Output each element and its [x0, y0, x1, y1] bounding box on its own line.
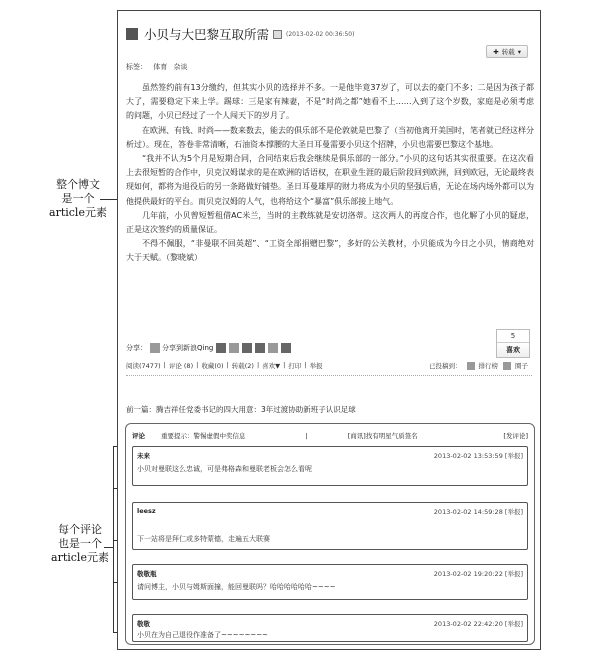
annotation-line: 是一个 [61, 192, 95, 205]
post-stats [126, 361, 323, 370]
divider [126, 375, 532, 376]
tag-link[interactable]: 杂谈 [173, 63, 188, 71]
annotation-line: article元素 [51, 551, 109, 564]
comment-item [132, 564, 528, 600]
like-button[interactable] [496, 329, 530, 358]
comments-section [125, 423, 535, 645]
comment-pointer-line [104, 547, 114, 548]
ad-link[interactable]: [商讯]找有明星气质签名 [347, 432, 418, 440]
comment-user[interactable]: 敬敬 [137, 620, 150, 628]
pushed-label: 已投稿到： [429, 362, 462, 370]
tag-link[interactable]: 体育 [153, 63, 168, 71]
chevron-down-icon: ▾ [517, 47, 521, 56]
stats-divider: | [196, 361, 199, 369]
post-date: (2013-02-02 00:36:50) [286, 30, 355, 38]
fraud-warning-link[interactable]: 重要提示：警惕虚假中奖信息 [161, 432, 246, 440]
comment-time: 2013-02-02 13:53:59 [433, 452, 503, 460]
prev-post-link[interactable]: 腾吉祥任党委书记的四大用意：3年过渡协助新班子认识足球 [156, 405, 356, 414]
ranking-link[interactable]: 排行榜 [478, 362, 498, 370]
share-more-icon[interactable] [281, 343, 291, 353]
post-tags [126, 62, 191, 72]
qing-icon [150, 343, 160, 353]
post-paragraph: “我并不认为5个月是短期合同，合同结束后我会继续是俱乐部的一部分。”小贝的这句话其实很重要。在这次看上去很短暂的合作中，贝克汉姆谋求的是在欧洲的话语权，在职业生涯的最后阶段回到欧洲，回到欧冠，无论最终表现如何，都将为退役后的另一条路做好铺垫。圣日耳曼雄厚的财力将成为小贝的坚强后盾，无论在场内场外都可以为他提供最好的平台。而贝克汉姆的人气，也将给这个“暴富”俱乐部接上地气。 [126, 154, 534, 206]
blog-article [117, 10, 541, 650]
comment-user[interactable]: 敬敬瓶 [137, 570, 157, 578]
annotation-line: 也是一个 [58, 537, 102, 550]
comment-user[interactable]: 未来 [137, 452, 150, 460]
post-paragraph: 虽然签约前有13分缴约，但其实小贝的选择并不多。一是他毕竟37岁了，可以去的豪门不多；二是因为孩子都大了，需要稳定下来上学。踢球：三是家有辣妻，不是“时尚之都”她看不上……入到了这个岁数，家庭是必须考虑的问题，小贝已经过了一个人闯天下的岁月了。 [126, 83, 534, 121]
comment-text: 小贝在为自己退役作准备了~~~~~~~~ [137, 631, 268, 639]
comment-text: 下一站将是拜仁或多特蒙德，走遍五大联赛 [137, 535, 270, 543]
post-paragraph: 在欧洲、有钱、时尚——数来数去，能去的俱乐部不是伦敦就是巴黎了（当初他离开美国时，笔者就已经这样分析过）。现在，答卷非常清晰，石油资本撑腰的大圣日耳曼需要小贝这个招牌，小贝也需要巴黎这个基地。 [126, 125, 534, 149]
circle-link[interactable]: 圈子 [515, 362, 528, 370]
plus-icon: ✚ [493, 47, 499, 56]
comment-item [132, 502, 528, 550]
report-link[interactable]: 举报 [309, 362, 323, 370]
image-icon [273, 30, 282, 39]
blog-post-icon [126, 28, 138, 40]
stats-divider: | [283, 361, 286, 369]
comment-report-link[interactable]: [举报] [504, 452, 523, 460]
comment-item [132, 614, 528, 642]
post-title[interactable]: 小贝与大巴黎互取所需 [144, 27, 270, 42]
like-count: 5 [497, 330, 529, 343]
comment-report-link[interactable]: [举报] [504, 508, 523, 516]
header-divider: | [305, 431, 308, 440]
post-paragraph: 不得不佩服，“非曼联不回英超”、“工资全部捐赠巴黎”，多好的公关教材，小贝能成为今日之小贝，情商绝对大于天赋。（黎晓斌） [126, 239, 534, 263]
reprint-count-link[interactable]: 转载(2) [231, 362, 254, 370]
stats-divider: | [226, 361, 229, 369]
share-label: 分享： [126, 344, 147, 352]
comment-time: 2013-02-02 22:42:20 [433, 620, 503, 628]
comments-header [132, 431, 528, 440]
previous-post [126, 404, 356, 415]
read-count: 阅读(7477) [126, 362, 161, 370]
comments-title: 评论 [132, 432, 145, 440]
stats-divider: | [256, 361, 260, 369]
like-label: 喜欢 [497, 343, 529, 357]
share-qq-icon[interactable] [229, 343, 239, 353]
stats-divider: | [304, 361, 307, 369]
post-paragraph: 几年前，小贝曾短暂租借AC米兰，当时的主教练就是安切洛蒂。这次两人的再度合作，也化解了小贝的疑虑，正是这次签约的质量保证。 [126, 210, 534, 235]
comment-annotation [46, 523, 114, 565]
stats-divider: | [163, 361, 166, 369]
circle-icon [503, 362, 511, 370]
comment-text: 请问博主，小贝与姆斯面撞，能回曼联吗？哈哈哈哈哈哈~~~~ [137, 583, 336, 591]
annotation-line: 每个评论 [58, 523, 102, 536]
post-comment-button[interactable]: [发评论] [503, 432, 528, 440]
share-weibo-icon[interactable] [216, 343, 226, 353]
favorite-link[interactable]: 收藏(0) [201, 362, 224, 370]
reprint-button[interactable] [486, 45, 528, 58]
comment-report-link[interactable]: [举报] [504, 570, 523, 578]
like-menu-link[interactable]: 喜欢▼ [262, 362, 281, 370]
share-bar [126, 343, 291, 353]
comment-count-link[interactable]: 评论 (8) [168, 362, 194, 370]
share-renren-icon[interactable] [242, 343, 252, 353]
print-link[interactable]: 打印 [288, 362, 302, 370]
tags-label: 标签： [126, 63, 147, 71]
comment-time: 2013-02-02 14:59:28 [433, 508, 503, 516]
post-body [126, 81, 534, 266]
reprint-label: 转载 [501, 48, 515, 56]
annotation-line: 整个博文 [56, 178, 100, 191]
post-title-row [126, 25, 354, 43]
article-pointer-line [100, 199, 118, 200]
comment-time: 2013-02-02 19:20:22 [433, 570, 503, 578]
share-kaixin-icon[interactable] [255, 343, 265, 353]
share-qing-link[interactable]: 分享到新浪Qing [162, 344, 214, 352]
comment-user[interactable]: leesz [137, 507, 156, 515]
share-douban-icon[interactable] [268, 343, 278, 353]
annotation-line: article元素 [49, 206, 107, 219]
comment-bracket [113, 446, 114, 632]
ranking-icon [467, 362, 475, 370]
pushed-to [429, 361, 528, 370]
comment-report-link[interactable]: [举报] [504, 620, 523, 628]
prev-label: 前一篇： [126, 405, 156, 414]
comment-item [132, 446, 528, 486]
comment-text: 小贝对曼联这么忠诚，可是弗格森和曼联老板会怎么看呢 [137, 465, 312, 473]
